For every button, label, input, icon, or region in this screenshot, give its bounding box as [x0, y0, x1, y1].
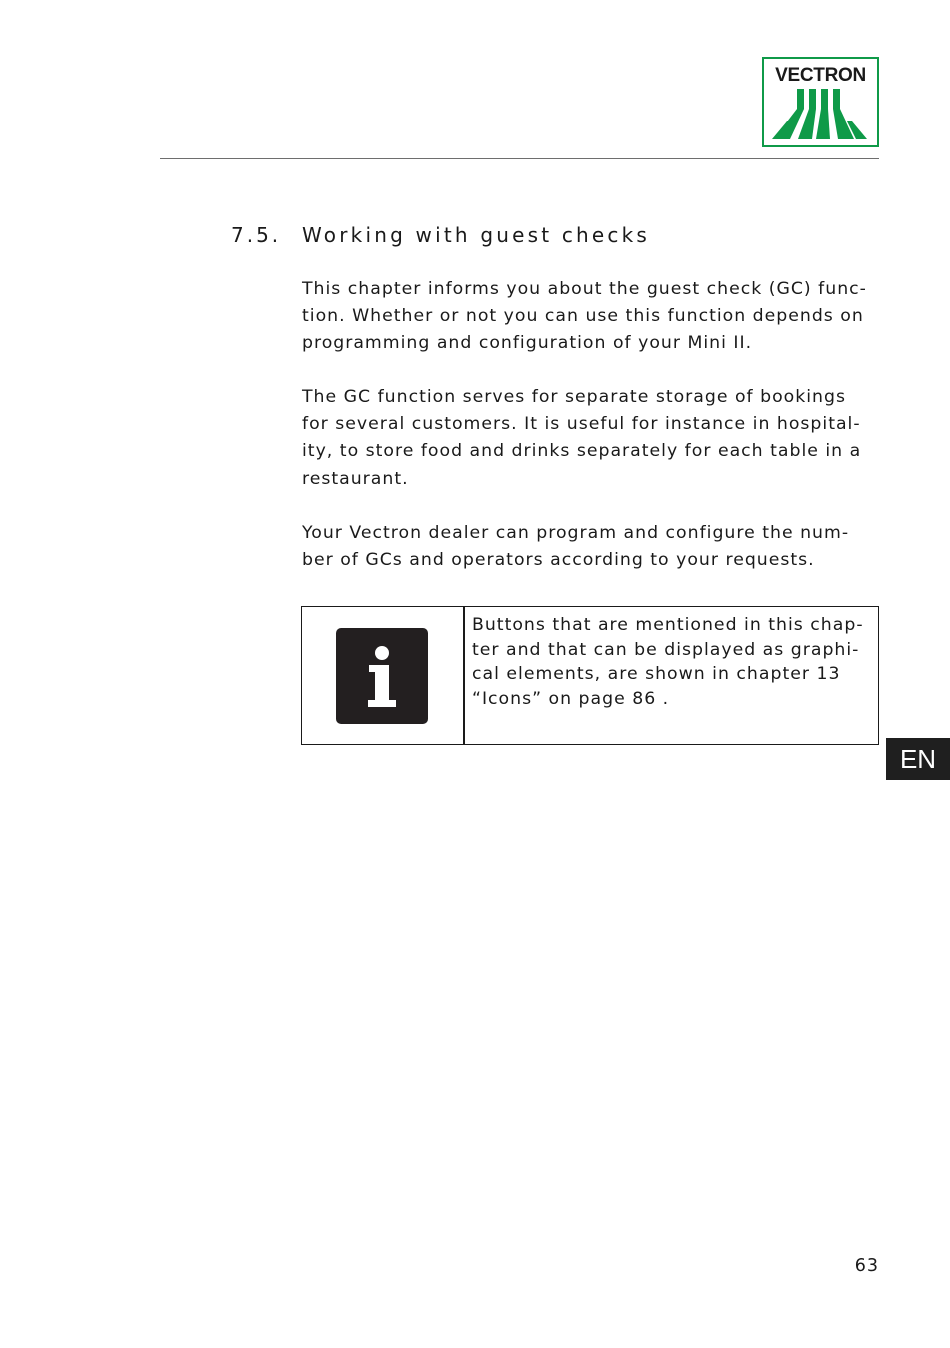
text-line: ter and that can be displayed as graphi- [472, 639, 860, 660]
text-line: The GC function serves for separate storage of bookings [302, 387, 846, 407]
icons-chapter-reference[interactable]: “Icons” on page 86 . [472, 688, 670, 709]
paragraph-gc-function [302, 384, 861, 493]
section-number: 7.5. [231, 223, 282, 247]
info-icon [336, 628, 428, 724]
logo-emblem-icon [770, 89, 871, 141]
note-text [472, 613, 864, 711]
text-line: restaurant. [302, 468, 409, 489]
text-line: ity, to store food and drinks separately for each table in a [302, 441, 862, 462]
text-line: ber of GCs and operators according to your requests. [302, 550, 815, 571]
logo-wordmark: VECTRON [775, 65, 866, 86]
text-line: This chapter informs you about the guest check (GC) func- [302, 279, 867, 299]
page-number: 63 [854, 1256, 879, 1276]
text-line: cal elements, are shown in chapter 13 [472, 664, 841, 684]
text-line: for several customers. It is useful for instance in hospital- [302, 414, 861, 435]
text-line: programming and configuration of your Mini II. [302, 333, 753, 354]
text-line: Your Vectron dealer can program and configure the num- [302, 523, 850, 543]
section-title: Working with guest checks [302, 223, 650, 247]
note-divider [463, 607, 465, 744]
language-tab: EN [886, 738, 950, 780]
text-line: Buttons that are mentioned in this chap- [472, 615, 864, 635]
text-line: tion. Whether or not you can use this function depends on [302, 306, 864, 327]
header-divider [160, 158, 879, 159]
paragraph-intro [302, 276, 867, 358]
info-note-box [301, 606, 879, 745]
vectron-logo [762, 57, 879, 147]
paragraph-dealer [302, 520, 849, 574]
